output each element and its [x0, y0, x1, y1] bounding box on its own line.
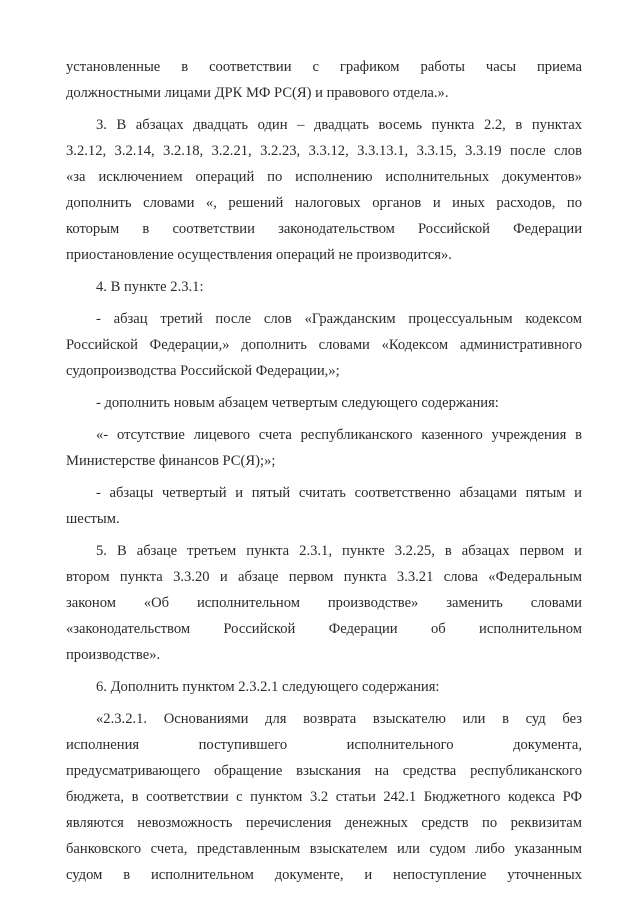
text-line: банковского счета, представленным взыскателем или судом либо указанным: [66, 841, 582, 857]
text-line: - абзац третий после слов «Гражданским процессуальным кодексом: [96, 311, 582, 327]
document-body: [66, 54, 582, 888]
text-line: Министерстве финансов РС(Я);»;: [66, 453, 276, 469]
text-line: которым в соответствии законодательством Российской Федерации: [66, 221, 582, 237]
paragraph: [66, 112, 582, 268]
text-line: 3. В абзацах двадцать один – двадцать восемь пункта 2.2, в пунктах: [96, 117, 582, 133]
text-line: - абзацы четвертый и пятый считать соответственно абзацами пятым и: [96, 485, 582, 501]
text-line: «за исключением операций по исполнению исполнительных документов»: [66, 169, 582, 185]
text-line: установленные в соответствии с графиком работы часы приема: [66, 59, 582, 75]
text-line: должностными лицами ДРК МФ РС(Я) и правового отдела.».: [66, 85, 449, 101]
text-line: дополнить словами «, решений налоговых органов и иных расходов, по: [66, 195, 582, 211]
text-line: предусматривающего обращение взыскания на средства республиканского: [66, 763, 582, 779]
text-line: шестым.: [66, 511, 120, 527]
paragraph: [66, 480, 582, 532]
text-line: «- отсутствие лицевого счета республиканского казенного учреждения в: [96, 427, 582, 443]
paragraph: [66, 274, 582, 300]
text-line: приостановление осуществления операций не производится».: [66, 247, 452, 263]
text-line: «2.3.2.1. Основаниями для возврата взыскателю или в суд без: [96, 711, 582, 727]
paragraph: [66, 674, 582, 700]
text-line: производстве».: [66, 647, 161, 663]
text-line: 6. Дополнить пунктом 2.3.2.1 следующего содержания:: [96, 679, 440, 695]
paragraph: [66, 706, 582, 888]
text-line: являются невозможность перечисления денежных средств по реквизитам: [66, 815, 582, 831]
paragraph: [66, 306, 582, 384]
text-line: судом в исполнительном документе, и непоступление уточненных: [66, 867, 582, 883]
text-line: - дополнить новым абзацем четвертым следующего содержания:: [96, 395, 499, 411]
text-line: бюджета, в соответствии с пунктом 3.2 статьи 242.1 Бюджетного кодекса РФ: [66, 789, 582, 805]
text-line: исполнения поступившего исполнительного документа,: [66, 737, 582, 753]
paragraph: [66, 422, 582, 474]
text-line: судопроизводства Российской Федерации,»;: [66, 363, 340, 379]
text-line: «законодательством Российской Федерации об исполнительном: [66, 621, 582, 637]
text-line: Российской Федерации,» дополнить словами «Кодексом административного: [66, 337, 582, 353]
text-line: втором пункта 3.3.20 и абзаце первом пункта 3.3.21 слова «Федеральным: [66, 569, 582, 585]
paragraph: [66, 54, 582, 106]
text-line: 4. В пункте 2.3.1:: [96, 279, 204, 295]
text-line: 3.2.12, 3.2.14, 3.2.18, 3.2.21, 3.2.23, 3.3.12, 3.3.13.1, 3.3.15, 3.3.19 после слов: [66, 143, 582, 159]
paragraph: [66, 390, 582, 416]
text-line: законом «Об исполнительном производстве» заменить словами: [66, 595, 582, 611]
paragraph: [66, 538, 582, 668]
text-line: 5. В абзаце третьем пункта 2.3.1, пункте 3.2.25, в абзацах первом и: [96, 543, 582, 559]
